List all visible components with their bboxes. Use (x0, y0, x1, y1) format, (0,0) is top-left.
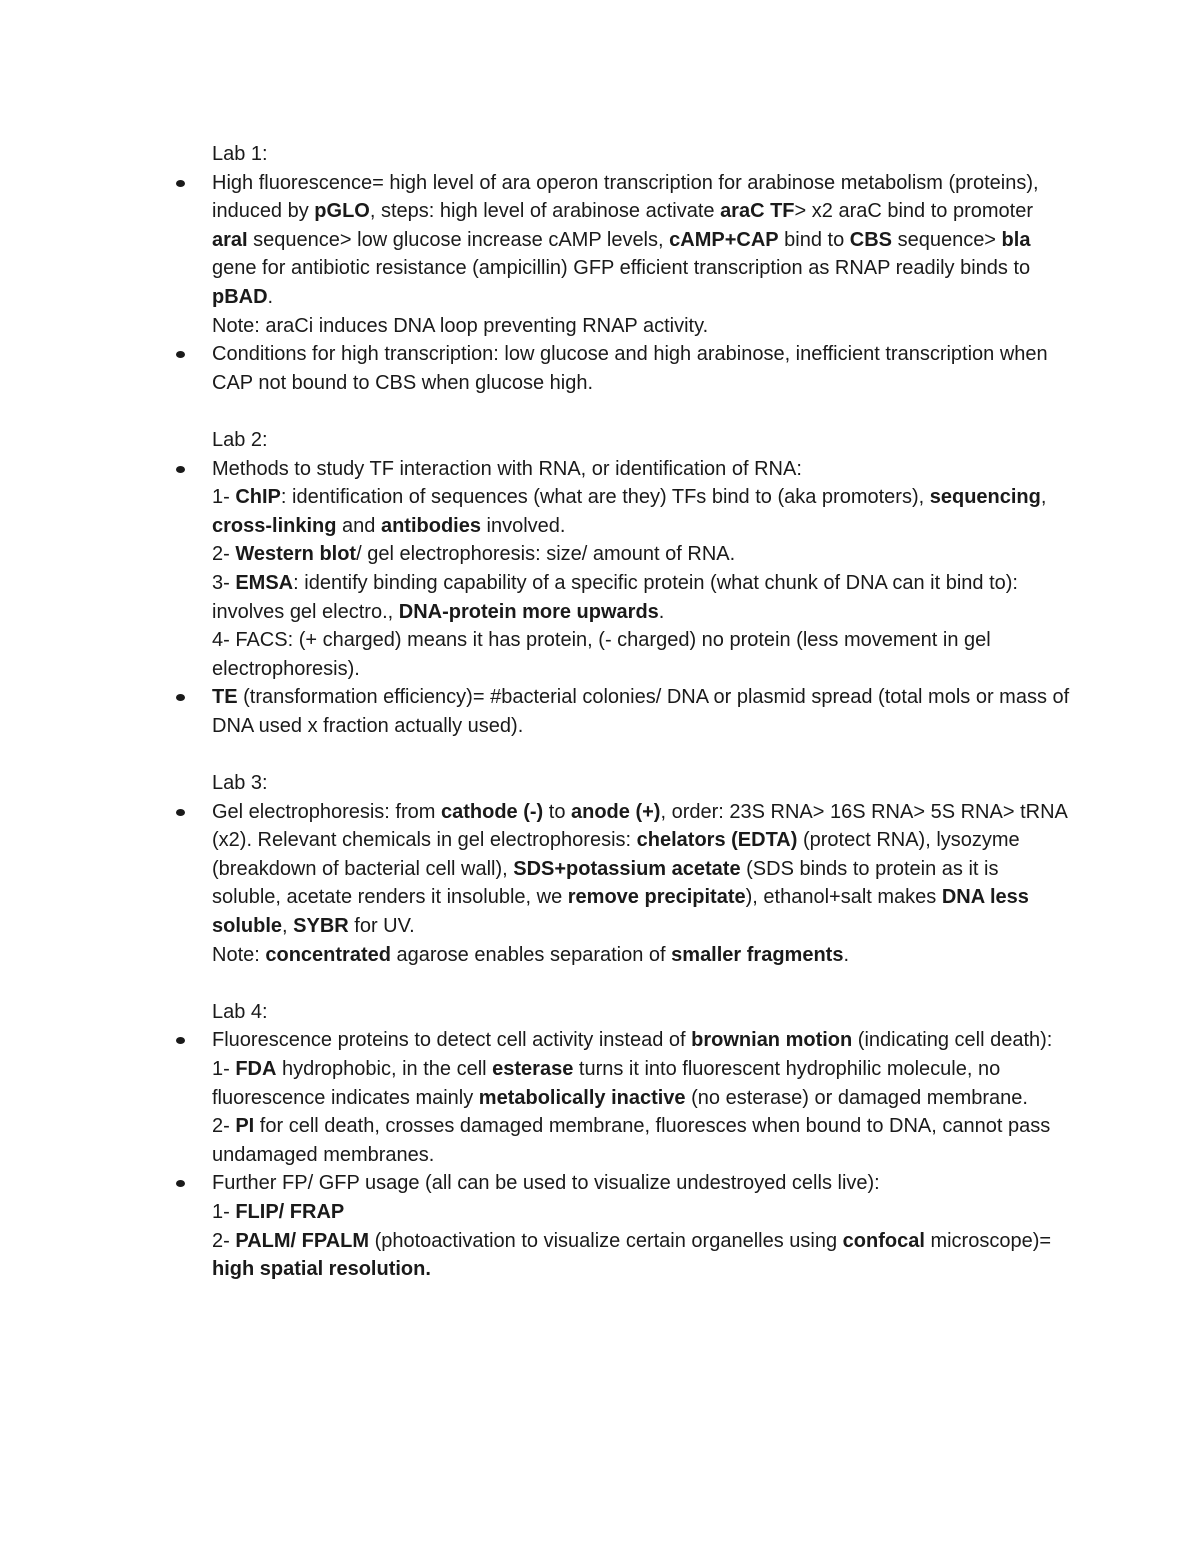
bold-term: SDS+potassium acetate (513, 857, 741, 880)
text-run: for UV. (348, 915, 415, 938)
text-run: 2- (212, 543, 236, 566)
bold-term: antibodies (380, 514, 481, 537)
lab-section (212, 426, 1072, 741)
bullet-paragraph (212, 1026, 1072, 1055)
lab-section (212, 140, 1072, 397)
bullet-item (212, 455, 1072, 684)
bullet-paragraph (212, 941, 1072, 970)
bullet-paragraph (212, 1055, 1072, 1112)
text-run: for cell death, crosses damaged membrane, fluoresces when bound to DNA, cannot pass undamaged membranes. (212, 1115, 1051, 1166)
bullet-paragraph (212, 169, 1072, 312)
bold-term: confocal (842, 1229, 925, 1252)
bullet-dot-icon (176, 180, 185, 187)
bold-term: PI (235, 1115, 255, 1138)
section-heading: Lab 4: (212, 1000, 268, 1023)
text-run: involved. (480, 514, 566, 537)
bold-term: brownian motion (691, 1029, 853, 1052)
bullet-item (212, 1026, 1072, 1169)
text-run: Conditions for high transcription: low glucose and high arabinose, inefficient transcription when CAP not bound to CBS when glucose high. (212, 343, 1048, 394)
text-run: gene for antibiotic resistance (ampicillin) GFP efficient transcription as RNAP readily binds to (212, 257, 1031, 280)
bold-term: concentrated (265, 943, 391, 966)
text-run: ), ethanol+salt makes (745, 886, 942, 909)
bullet-dot-icon (176, 1037, 185, 1044)
bold-term: DNA less soluble (212, 886, 1029, 938)
text-run: Further FP/ GFP usage (all can be used to visualize undestroyed cells live): (212, 1172, 880, 1195)
bold-term: DNA-protein more upwards (398, 600, 659, 623)
bold-term: bla (1001, 228, 1031, 251)
bold-term: SYBR (293, 915, 349, 938)
text-run: 3- (212, 571, 236, 594)
bold-term: esterase (492, 1058, 574, 1080)
bold-term: ChIP (235, 486, 281, 509)
text-run: > x2 araC bind to promoter (794, 200, 1033, 223)
text-run: Note: araCi induces DNA loop preventing RNAP activity. (212, 314, 709, 337)
document-body (212, 140, 1072, 1312)
bold-term: chelators (EDTA) (636, 829, 798, 852)
text-run: (indicating cell death): (852, 1029, 1053, 1052)
bullet-item (212, 1169, 1072, 1283)
bullet-dot-icon (176, 351, 185, 358)
text-run: , steps: high level of arabinose activate (369, 200, 721, 223)
text-run: 1- (212, 1058, 236, 1080)
text-run: (transformation efficiency)= #bacterial colonies/ DNA or plasmid spread (total mols or mass of DNA used x fraction actually used). (212, 686, 1070, 737)
text-run: (no esterase) or damaged membrane. (685, 1086, 1028, 1109)
bold-term: PALM/ FPALM (235, 1229, 370, 1252)
bold-term: FDA (235, 1058, 277, 1080)
text-run: , order: 23S RNA> 16S RNA> 5S RNA> tRNA (x2). Relevant chemicals in gel electrophoresis: (212, 800, 1067, 852)
text-run: agarose enables separation of (390, 943, 672, 966)
bold-term: EMSA (235, 571, 294, 594)
text-run: bind to (778, 228, 850, 251)
bold-term: pBAD (212, 285, 268, 308)
text-run: turns it into fluorescent hydrophilic molecule, no fluorescence indicates mainly (212, 1058, 1001, 1109)
text-run: 1- (212, 486, 236, 509)
bold-term: remove precipitate (567, 886, 746, 909)
bold-term: high spatial resolution. (212, 1258, 431, 1281)
bold-term: cathode (-) (440, 800, 544, 823)
bullet-dot-icon (176, 1180, 185, 1187)
bullet-item (212, 340, 1072, 397)
bold-term: TE (212, 686, 238, 709)
bold-term: araC TF (720, 200, 795, 223)
bullet-paragraph (212, 683, 1072, 740)
text-run: 1- (212, 1200, 236, 1223)
bullet-paragraph (212, 483, 1072, 540)
bullet-paragraph (212, 312, 1072, 341)
bullet-paragraph (212, 1198, 1072, 1227)
bullet-paragraph (212, 540, 1072, 569)
bold-term: FLIP/ FRAP (235, 1200, 345, 1223)
bullet-paragraph (212, 1227, 1072, 1284)
text-run: Methods to study TF interaction with RNA, or identification of RNA: (212, 457, 802, 480)
text-run: : identify binding capability of a specific protein (what chunk of DNA can it bind to): involves gel electro., (212, 571, 1018, 623)
bold-term: anode (+) (571, 800, 661, 823)
bullet-paragraph (212, 1169, 1072, 1198)
bullet-paragraph (212, 798, 1072, 941)
bold-term: cAMP+CAP (669, 228, 779, 251)
bold-term: pGLO (314, 200, 370, 223)
text-run: sequence> (892, 228, 1002, 251)
text-run: . (658, 600, 665, 623)
text-run: (protect RNA), lysozyme (breakdown of bacterial cell wall), (212, 829, 1020, 880)
text-run: , (282, 915, 294, 938)
bullet-paragraph (212, 626, 1072, 683)
text-run: (photoactivation to visualize certain organelles using (369, 1229, 843, 1252)
section-heading: Lab 1: (212, 143, 268, 165)
lab-section (212, 769, 1072, 969)
bullet-paragraph (212, 455, 1072, 484)
text-run: Gel electrophoresis: from (212, 800, 441, 823)
bullet-item (212, 169, 1072, 341)
lab-section (212, 998, 1072, 1284)
bullet-dot-icon (176, 466, 185, 473)
text-run: Note: (212, 943, 266, 966)
text-run: . (267, 285, 274, 308)
bold-term: Western blot (235, 543, 357, 566)
bullet-paragraph (212, 340, 1072, 397)
bold-term: araI (212, 228, 248, 251)
text-run: 2- (212, 1115, 236, 1138)
text-run: (SDS binds to protein as it is soluble, acetate renders it insoluble, we (212, 857, 999, 909)
bold-term: smaller fragments (671, 943, 844, 966)
text-run: / gel electrophoresis: size/ amount of RNA. (356, 543, 736, 566)
bullet-dot-icon (176, 809, 185, 816)
text-run: to (543, 800, 571, 823)
section-heading: Lab 2: (212, 428, 268, 451)
text-run: microscope)= (924, 1229, 1052, 1252)
text-run: sequence> low glucose increase cAMP levels, (247, 228, 670, 251)
bullet-paragraph (212, 1112, 1072, 1169)
bold-term: metabolically inactive (478, 1086, 686, 1109)
text-run: High fluorescence= high level of ara operon transcription for arabinose metabolism (proteins), induced by (212, 171, 1039, 223)
text-run: : identification of sequences (what are they) TFs bind to (aka promoters), (280, 486, 930, 509)
bold-term: cross-linking (212, 514, 337, 537)
bold-term: CBS (849, 228, 893, 251)
bullet-item (212, 683, 1072, 740)
bold-term: sequencing (929, 486, 1041, 509)
bullet-paragraph (212, 569, 1072, 626)
text-run: and (336, 514, 381, 537)
text-run: . (843, 943, 850, 966)
text-run: Fluorescence proteins to detect cell activity instead of (212, 1029, 692, 1052)
section-heading: Lab 3: (212, 772, 268, 795)
text-run: , (1040, 486, 1047, 509)
text-run: 2- (212, 1229, 236, 1252)
text-run: hydrophobic, in the cell (276, 1058, 493, 1080)
bullet-item (212, 798, 1072, 970)
text-run: 4- FACS: (+ charged) means it has protein, (- charged) no protein (less movement in gel electrophoresis). (212, 629, 991, 680)
bullet-dot-icon (176, 694, 185, 701)
